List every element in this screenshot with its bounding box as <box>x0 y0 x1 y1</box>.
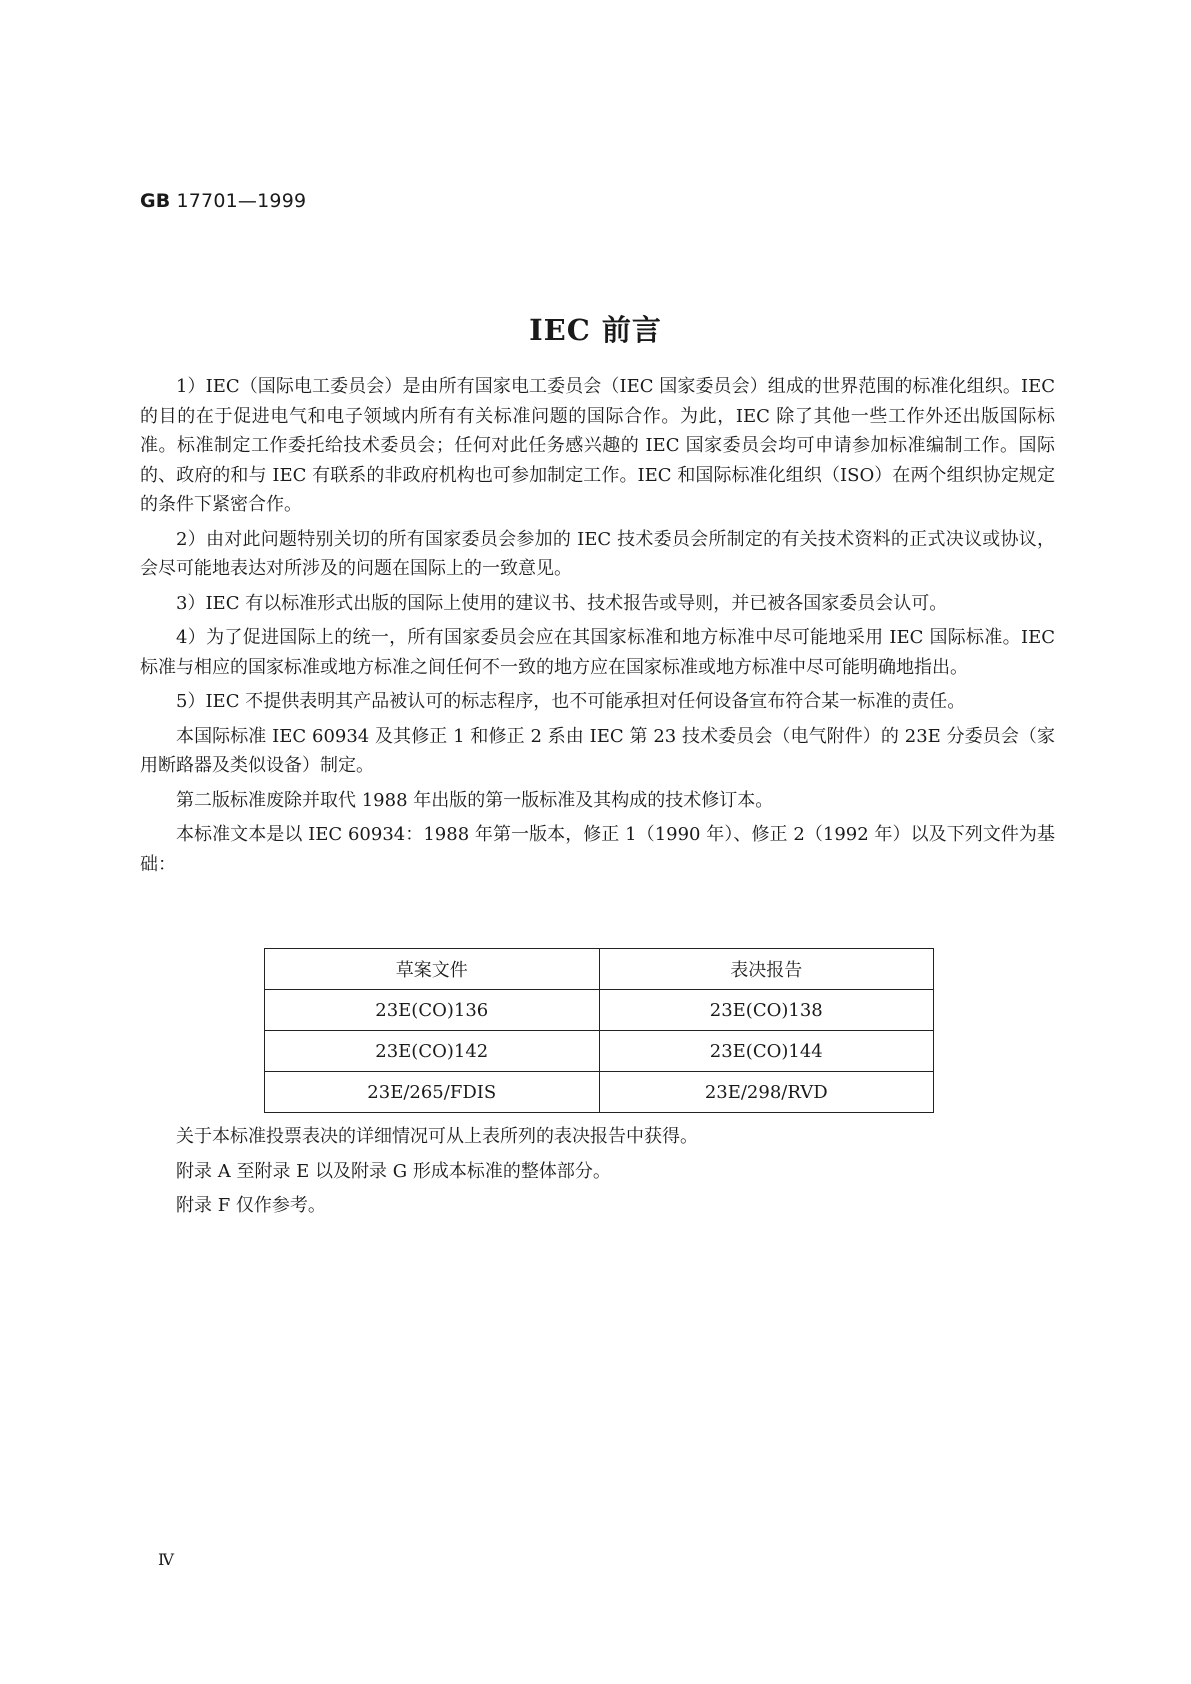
note-paragraph-1: 关于本标准投票表决的详细情况可从上表所列的表决报告中获得。 <box>176 1126 698 1147</box>
document-code <box>140 190 306 212</box>
table-row <box>265 1031 934 1072</box>
document-code-prefix: GB <box>140 190 171 212</box>
paragraph-1: 1）IEC（国际电工委员会）是由所有国家电工委员会（IEC 国家委员会）组成的世界范围的标准化组织。IEC 的目的在于促进电气和电子领域内所有有关标准问题的国际合作。为此，IEC 除了其他一些工作外还出版国际标准。标准制定工作委托给技术委员会；任何对此任务感兴趣的 IEC 国家委员会均可申请参加标准编制工作。国际的、政府的和与 IEC 有联系的非政府机构也可参加制定工作。IEC 和国际标准化组织（ISO）在两个组织协定规定的条件下紧密合作。 <box>140 376 1055 515</box>
page-title: IEC 前言 <box>529 313 662 347</box>
table-cell: 23E(CO)144 <box>599 1031 934 1072</box>
paragraph-4: 4）为了促进国际上的统一，所有国家委员会应在其国家标准和地方标准中尽可能地采用 IEC 国际标准。IEC 标准与相应的国家标准或地方标准之间任何不一致的地方应在国家标准或地方标准中尽可能明确地指出。 <box>140 627 1055 678</box>
table-cell: 23E/298/RVD <box>599 1072 934 1113</box>
table-cell: 23E(CO)142 <box>265 1031 600 1072</box>
paragraph-6: 本国际标准 IEC 60934 及其修正 1 和修正 2 系由 IEC 第 23 技术委员会（电气附件）的 23E 分委员会（家用断路器及类似设备）制定。 <box>140 725 1055 776</box>
paragraph-5: 5）IEC 不提供表明其产品被认可的标志程序，也不可能承担对任何设备宣布符合某一标准的责任。 <box>176 691 966 712</box>
document-code-number: 17701—1999 <box>176 190 307 212</box>
paragraph-8: 本标准文本是以 IEC 60934：1988 年第一版本，修正 1（1990 年）、修正 2（1992 年）以及下列文件为基础： <box>140 824 1055 875</box>
note-paragraph-2: 附录 A 至附录 E 以及附录 G 形成本标准的整体部分。 <box>176 1160 611 1182</box>
after-table-notes <box>140 1122 1055 1226</box>
foreword-body <box>140 372 1055 884</box>
column-header-draft: 草案文件 <box>265 949 600 990</box>
paragraph-3: 3）IEC 有以标准形式出版的国际上使用的建议书、技术报告或导则，并已被各国家委员会认可。 <box>176 592 948 614</box>
table-cell: 23E(CO)138 <box>599 990 934 1031</box>
note-paragraph-3: 附录 F 仅作参考。 <box>176 1195 326 1216</box>
column-header-report: 表决报告 <box>599 949 934 990</box>
table-row <box>265 990 934 1031</box>
table-header-row <box>265 949 934 990</box>
paragraph-7: 第二版标准废除并取代 1988 年出版的第一版标准及其构成的技术修订本。 <box>176 789 774 811</box>
paragraph-2: 2）由对此问题特别关切的所有国家委员会参加的 IEC 技术委员会所制定的有关技术资料的正式决议或协议，会尽可能地表达对所涉及的问题在国际上的一致意见。 <box>140 528 1055 579</box>
table-row <box>265 1072 934 1113</box>
voting-documents-table <box>264 948 934 1113</box>
table-cell: 23E(CO)136 <box>265 990 600 1031</box>
table-cell: 23E/265/FDIS <box>265 1072 600 1113</box>
page-number: Ⅳ <box>158 1550 174 1569</box>
